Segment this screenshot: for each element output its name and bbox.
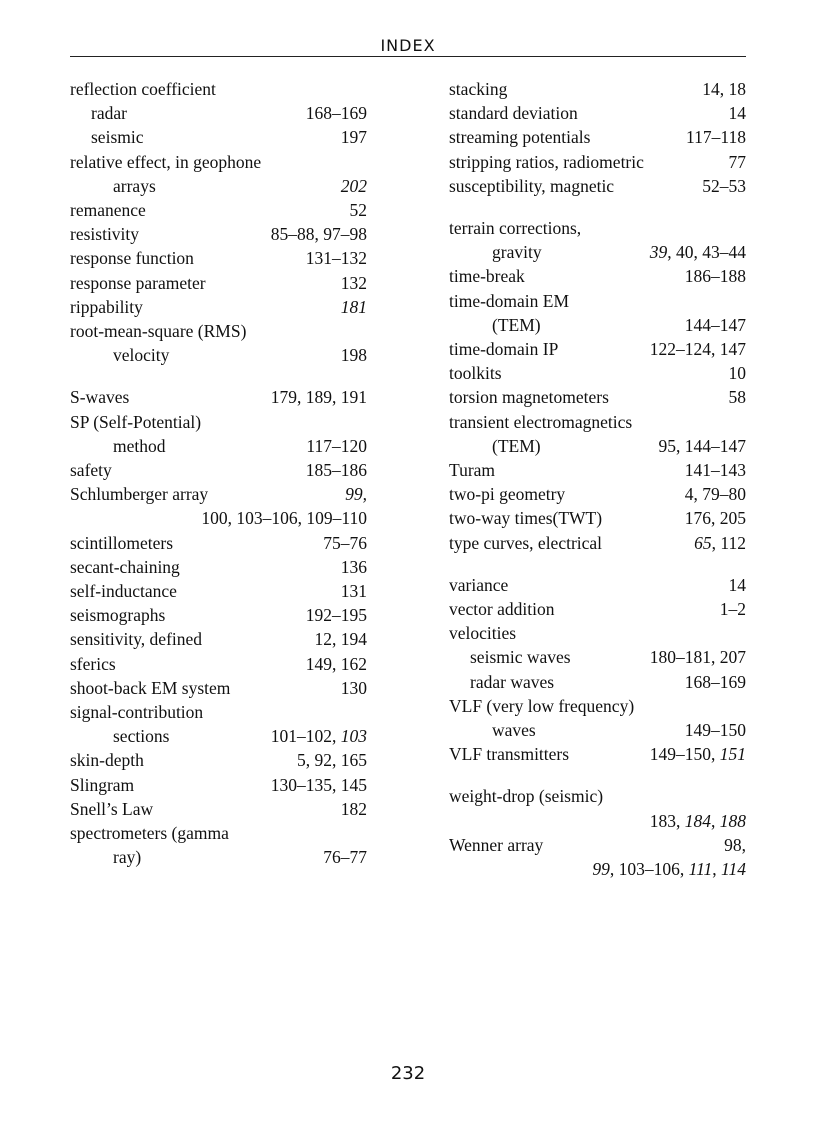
index-entry (70, 482, 367, 506)
index-pages: 95, 144–147 (658, 435, 746, 456)
index-entry (70, 222, 367, 246)
index-pages: 180–181, 207 (649, 647, 746, 668)
index-pages: 131–132 (305, 248, 367, 269)
index-page-ref-italic: 39 (649, 242, 668, 263)
index-page-ref-italic: 111 (688, 859, 713, 880)
index-term: (TEM) (492, 435, 541, 456)
index-page-ref-italic: 103 (340, 726, 367, 747)
index-term: reflection coefficient (70, 79, 216, 99)
index-term: Slingram (70, 774, 135, 795)
index-term: variance (449, 574, 509, 595)
index-term: radar (91, 103, 127, 124)
index-pages: 185–186 (305, 460, 367, 481)
index-term: vector addition (449, 599, 555, 620)
index-pages: 117–118 (686, 127, 746, 148)
index-pages: 100, 103–106, 109–110 (201, 508, 367, 529)
index-entry (70, 246, 367, 270)
index-term: response parameter (70, 272, 206, 293)
index-pages: 58 (728, 387, 746, 408)
index-term: root-mean-square (RMS) (70, 321, 247, 342)
index-pages: 130 (340, 677, 367, 698)
index-term: resistivity (70, 224, 140, 245)
index-continuation (70, 506, 367, 530)
index-entry (449, 573, 746, 597)
index-term: sferics (70, 653, 116, 674)
index-continuation (449, 857, 746, 881)
index-entry (70, 555, 367, 579)
index-entry (70, 676, 367, 700)
index-entry (449, 125, 746, 149)
index-entry (70, 295, 367, 319)
index-entry (449, 458, 746, 482)
index-entry (70, 821, 367, 845)
index-pages: 98, (724, 834, 746, 855)
index-term: toolkits (449, 363, 502, 384)
index-entry (449, 361, 746, 385)
index-continuation (449, 434, 746, 458)
index-entry (70, 652, 367, 676)
header-rule (70, 56, 746, 57)
index-pages: 130–135, 145 (270, 774, 367, 795)
index-entry (449, 784, 746, 808)
index-page-ref-italic: 65 (694, 532, 712, 553)
index-term: radar waves (470, 671, 555, 692)
page-number: 232 (390, 1063, 426, 1084)
index-term: velocities (449, 623, 517, 644)
index-pages: 52–53 (702, 175, 746, 196)
index-term: two-way times(TWT) (449, 508, 603, 529)
index-subentry (70, 125, 367, 149)
index-pages (650, 240, 746, 264)
index-term: secant-chaining (70, 556, 180, 577)
index-pages: 1–2 (719, 599, 746, 620)
index-entry (70, 700, 367, 724)
index-entry (449, 506, 746, 530)
index-subentry (70, 101, 367, 125)
index-pages: 198 (340, 345, 367, 366)
index-term: terrain corrections, (449, 218, 582, 239)
index-pages (694, 531, 746, 555)
index-entry (449, 150, 746, 174)
index-continuation (70, 845, 367, 869)
index-term: VLF transmitters (449, 744, 570, 765)
index-entry (449, 289, 746, 313)
running-header: INDEX (380, 36, 436, 55)
index-subentry (449, 670, 746, 694)
index-term: time-break (449, 266, 525, 287)
index-entry (70, 385, 367, 409)
index-term: method (113, 435, 166, 456)
index-term: ray) (113, 847, 142, 868)
index-term: streaming potentials (449, 127, 591, 148)
index-term: signal-contribution (70, 702, 204, 723)
index-term: seismographs (70, 605, 166, 626)
index-entry (449, 742, 746, 766)
index-pages: 186–188 (684, 266, 746, 287)
index-page-ref: , 40, 43–44 (667, 242, 746, 263)
index-term: time-domain IP (449, 339, 559, 360)
index-pages: 75–76 (323, 532, 367, 553)
index-term: sections (113, 726, 170, 747)
index-page-ref-italic: 151 (719, 744, 746, 765)
index-entry (70, 531, 367, 555)
index-pages: 181 (340, 296, 367, 317)
index-pages: 85–88, 97–98 (270, 224, 367, 245)
index-page-ref: 149–150, (649, 744, 720, 765)
index-entry (449, 833, 746, 857)
index-entry (449, 597, 746, 621)
index-continuation (70, 343, 367, 367)
index-entry (70, 579, 367, 603)
index-pages: 14 (728, 103, 746, 124)
index-term: susceptibility, magnetic (449, 175, 615, 196)
index-entry (70, 458, 367, 482)
index-pages: 4, 79–80 (684, 484, 746, 505)
index-page-ref-italic: 188 (719, 810, 746, 831)
index-term: seismic (91, 127, 144, 148)
index-subentry (449, 645, 746, 669)
index-term: arrays (113, 175, 156, 196)
index-term: self-inductance (70, 581, 177, 602)
index-continuation (449, 718, 746, 742)
index-entry (70, 603, 367, 627)
index-term: gravity (492, 242, 542, 263)
index-pages: 122–124, 147 (649, 339, 746, 360)
index-entry (449, 77, 746, 101)
index-pages: 149, 162 (305, 653, 367, 674)
index-column-left (70, 77, 367, 870)
index-pages (271, 724, 367, 748)
index-entry (70, 748, 367, 772)
index-term: Snell’s Law (70, 798, 154, 819)
index-continuation (70, 724, 367, 748)
index-term: standard deviation (449, 103, 578, 124)
index-entry (70, 198, 367, 222)
index-pages: 132 (340, 272, 367, 293)
index-pages: 168–169 (684, 671, 746, 692)
index-term: shoot-back EM system (70, 677, 231, 698)
index-entry (70, 797, 367, 821)
index-term: SP (Self-Potential) (70, 411, 202, 432)
index-entry (70, 627, 367, 651)
index-pages: 179, 189, 191 (270, 387, 367, 408)
index-entry (449, 531, 746, 555)
index-entry (449, 410, 746, 434)
index-term: safety (70, 460, 112, 481)
index-pages: 117–120 (306, 435, 367, 456)
index-term: sensitivity, defined (70, 629, 203, 650)
index-term: response function (70, 248, 194, 269)
index-term: rippability (70, 296, 143, 317)
index-entry (449, 101, 746, 125)
index-pages: 52 (349, 200, 367, 221)
index-pages: 149–150 (684, 720, 746, 741)
index-pages: 192–195 (305, 605, 367, 626)
index-pages: 141–143 (684, 460, 746, 481)
index-entry (449, 216, 746, 240)
index-entry (70, 773, 367, 797)
index-entry (449, 264, 746, 288)
index-term: remanence (70, 200, 146, 221)
index-pages: 14, 18 (702, 79, 746, 99)
index-term: Schlumberger array (70, 484, 209, 505)
index-term: Wenner array (449, 834, 544, 855)
index-page-ref-italic: 99 (592, 859, 610, 880)
index-page-ref-italic: 114 (721, 859, 746, 880)
index-continuation (70, 174, 367, 198)
index-pages: 131 (340, 581, 367, 602)
index-pages: 197 (340, 127, 367, 148)
index-pages: 76–77 (323, 847, 367, 868)
index-term: (TEM) (492, 314, 541, 335)
index-term: weight-drop (seismic) (449, 786, 604, 807)
index-pages: 136 (340, 556, 367, 577)
index-term: waves (492, 720, 536, 741)
index-pages (592, 857, 746, 881)
index-term: stacking (449, 79, 508, 99)
index-entry (449, 694, 746, 718)
index-pages: 77 (728, 151, 746, 172)
index-term: type curves, electrical (449, 532, 603, 553)
index-term: relative effect, in geophone (70, 151, 262, 172)
index-term: skin-depth (70, 750, 144, 771)
index-pages: 144–147 (684, 314, 746, 335)
index-term: Turam (449, 460, 496, 481)
index-term: stripping ratios, radiometric (449, 151, 644, 172)
index-pages: 5, 92, 165 (297, 750, 367, 771)
index-term: torsion magnetometers (449, 387, 609, 408)
index-continuation (449, 313, 746, 337)
index-continuation (70, 434, 367, 458)
index-entry (449, 621, 746, 645)
index-term: time-domain EM (449, 290, 570, 311)
index-page-ref: , 103–106, (609, 859, 689, 880)
index-term: velocity (113, 345, 170, 366)
index-pages: 168–169 (305, 103, 367, 124)
index-term: scintillometers (70, 532, 174, 553)
index-continuation (449, 240, 746, 264)
index-entry (70, 319, 367, 343)
index-entry (70, 410, 367, 434)
index-term: transient electromagnetics (449, 411, 633, 432)
index-pages: 12, 194 (314, 629, 367, 650)
index-term: seismic waves (470, 647, 571, 668)
index-column-right (449, 77, 746, 881)
index-pages: 10 (728, 363, 746, 384)
index-pages: 99, (345, 484, 367, 505)
index-pages: 182 (340, 798, 367, 819)
index-entry (70, 271, 367, 295)
index-pages: 176, 205 (684, 508, 746, 529)
index-term: VLF (very low frequency) (449, 695, 635, 716)
index-entry (449, 385, 746, 409)
index-pages (650, 742, 746, 766)
index-entry (449, 337, 746, 361)
index-page-ref: 101–102, (270, 726, 341, 747)
index-entry (449, 174, 746, 198)
index-pages: 14 (728, 574, 746, 595)
index-entry (70, 77, 367, 101)
index-page-ref: , 112 (711, 532, 746, 553)
index-term: S-waves (70, 387, 130, 408)
index-page-ref-italic: 184 (684, 810, 711, 831)
index-term: spectrometers (gamma (70, 823, 229, 844)
index-entry (449, 482, 746, 506)
index-entry (70, 150, 367, 174)
index-page-ref: 183, (649, 810, 685, 831)
index-page-ref: , (711, 810, 720, 831)
index-continuation (449, 809, 746, 833)
index-pages: 202 (340, 175, 367, 196)
index-term: two-pi geometry (449, 484, 566, 505)
index-pages (650, 809, 746, 833)
index-page-ref: , (712, 859, 722, 880)
